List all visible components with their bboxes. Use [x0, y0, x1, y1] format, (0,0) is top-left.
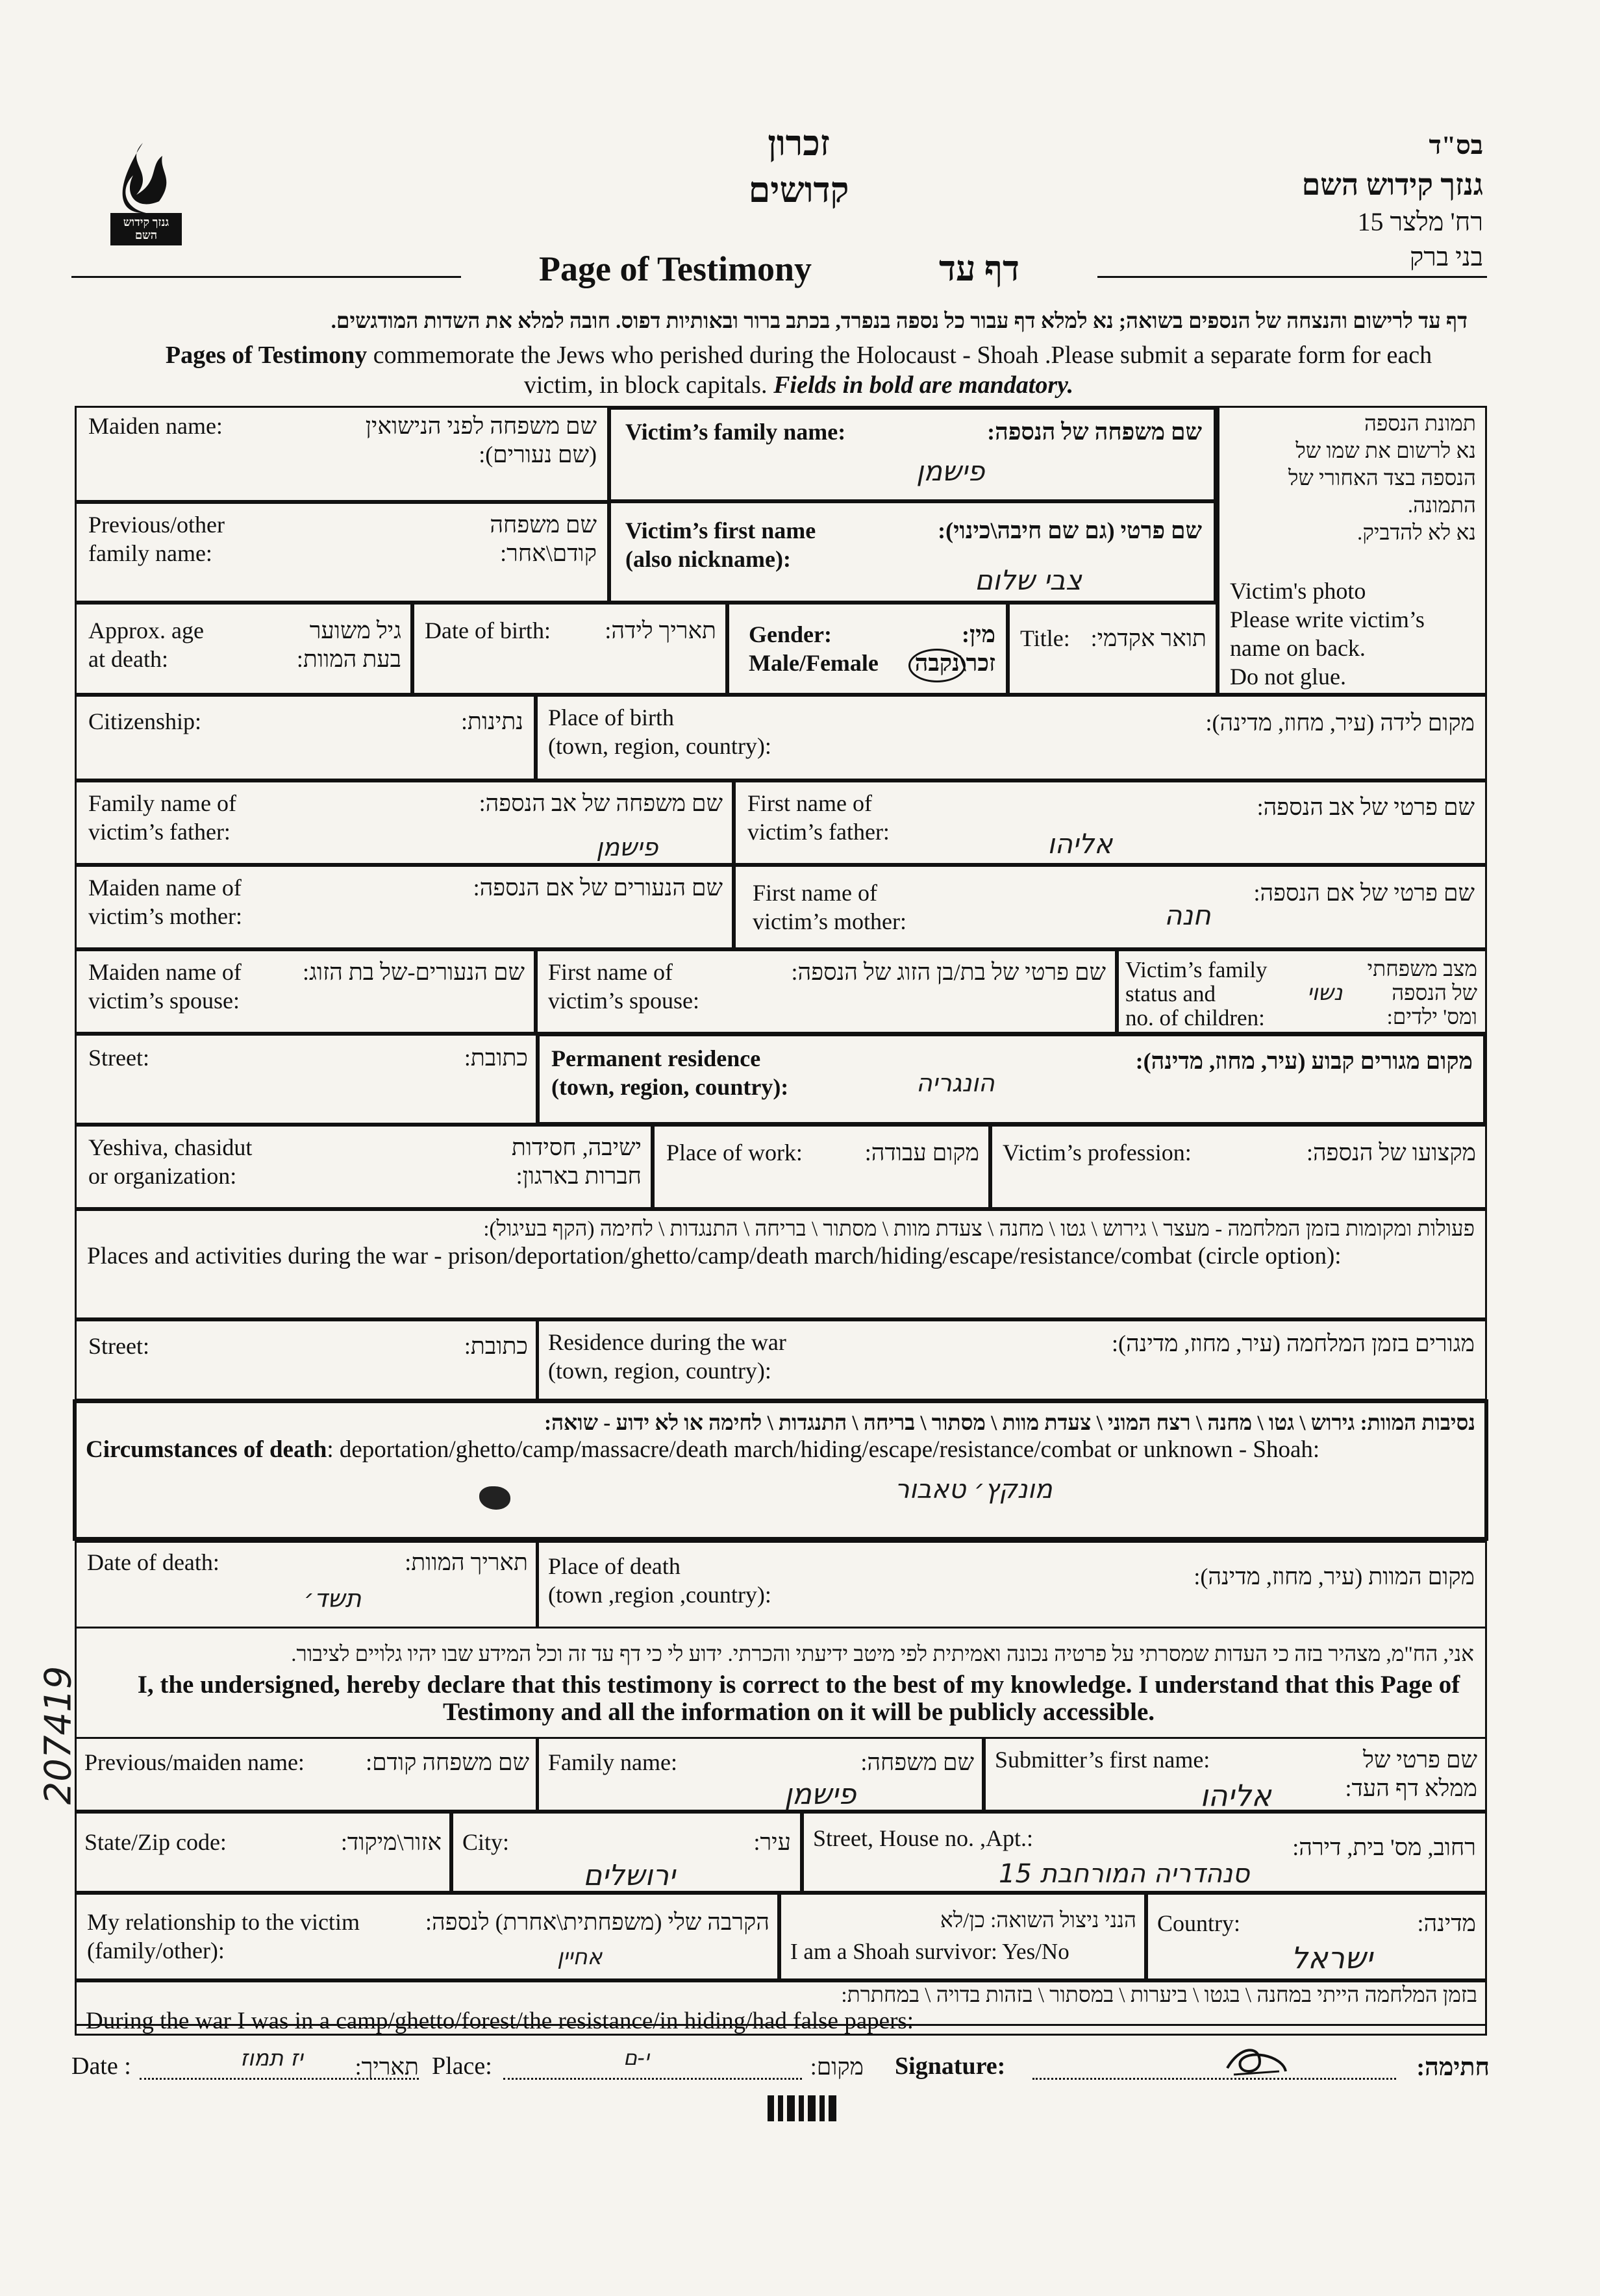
mother-maiden-name-field[interactable]: Maiden name of victim’s mother: שם הנעורים של אם הנספה:: [75, 865, 734, 949]
header-rule-left: [71, 276, 461, 278]
barcode-mark-icon: [766, 2092, 844, 2125]
intro-line1: Pages of Testimony commemorate the Jews who perished during the Holocaust - Shoah .Please submit a separate form for each: [165, 342, 1432, 369]
place-value: י-ם: [623, 2045, 649, 2070]
victim-photo-box[interactable]: תמונת הנספה נא לרשום את שמו של הנספה בצד האחורי של התמונה. נא לא להדביק. Victim's photo Please write victim’s name on back. Do not glue.: [1218, 406, 1487, 695]
war-residence-field[interactable]: Residence during the war (town, region, country): מגורים בזמן המלחמה (עיר, מחוז, מדינה):: [536, 1319, 1487, 1401]
street-field[interactable]: Street: כתובת:: [75, 1034, 539, 1125]
date-of-death-field[interactable]: Date of death: תאריך המוות: תשד׳: [75, 1541, 539, 1628]
date-of-birth-field[interactable]: Date of birth: תאריך לידה:: [412, 603, 727, 695]
father-family-name-field[interactable]: Family name of victim’s father: שם משפחה של אב הנספה: פישמן: [75, 780, 734, 865]
circumstances-of-death-field[interactable]: נסיבות המוות: גירוש \ גטו \ מחנה \ רצח המוני \ צעדת מוות \ מסתור \ בריחה \ התנגדות \ לחימה או לא ידוע - שואה: Circumstances of death: deportation/ghetto/camp/massacre/death march/hiding/escape/resistance/combat or unknown - Shoah: מונקץ׳ טאבור: [73, 1399, 1488, 1541]
country-field[interactable]: Country: מדינה: ישראל: [1146, 1893, 1487, 1980]
citizenship-field[interactable]: Citizenship: נתינות:: [75, 695, 536, 780]
survivor-field[interactable]: הנני ניצול השואה: כן/לא I am a Shoah survivor: Yes/No: [779, 1893, 1146, 1980]
street-address-value: סנהדריה המורחבת 15: [999, 1859, 1250, 1889]
date-of-death-value: תשד׳: [304, 1584, 362, 1613]
spouse-first-name-field[interactable]: First name of victim’s spouse: שם פרטי של בת/בן הזוג של הנספה:: [536, 949, 1117, 1034]
war-activities-field[interactable]: פעולות ומקומות בזמן המלחמה - מעצר \ גירוש \ גטו \ מחנה \ צעדת מוות \ מסתור \ בריחה \ התנגדות \ לחימה (הקף בעיגול): Places and activities during the war - prison/deportation/ghetto/camp/death march/hiding/escape/resistance/combat (circle option):: [75, 1209, 1487, 1319]
family-status-value: נשוי: [1307, 980, 1343, 1006]
place-of-birth-field[interactable]: Place of birth (town, region, country): מקום לידה (עיר, מחוז, מדינה):: [536, 695, 1487, 780]
header-rule-right: [1097, 276, 1487, 278]
side-number: 207419: [37, 1666, 80, 1805]
submitter-prev-name-field[interactable]: Previous/maiden name: שם משפחה קודם:: [75, 1737, 539, 1812]
age-at-death-field[interactable]: Approx. age at death: גיל משוער בעת המוות:: [75, 603, 412, 695]
war-street-field[interactable]: Street: כתובת:: [75, 1319, 539, 1401]
permanent-residence-field[interactable]: Permanent residence (town, region, country): מקום מגורים קבוע (עיר, מחוז, מדינה): הונגריה: [536, 1032, 1487, 1126]
country-value: ישראל: [1291, 1940, 1373, 1975]
profession-field[interactable]: Victim’s profession: מקצועו של הנספה:: [990, 1125, 1487, 1209]
father-family-name-value: פישמן: [596, 833, 658, 862]
title-he: דף עד: [939, 249, 1019, 288]
ink-scribble-mark: [479, 1486, 510, 1510]
city-field[interactable]: City: עיר: ירושלים: [451, 1812, 802, 1893]
victim-first-name-value: צבי שלום: [975, 564, 1082, 596]
place-of-work-field[interactable]: Place of work: מקום עבודה:: [653, 1125, 990, 1209]
mother-first-name-value: חנה: [1164, 899, 1211, 931]
signature-mark: [1221, 2042, 1292, 2081]
previous-family-name-field[interactable]: Previous/other family name: שם משפחה קודם\אחר:: [75, 502, 610, 603]
intro-hebrew: דף עד לרישום והנצחה של הנספים בשואה; נא למלא דף עבור כל נספה בנפרד, בכתב ברור ובאותיות דפוס. חובה למלא את השדות המודגשים.: [331, 310, 1468, 333]
submitter-first-name-field[interactable]: Submitter’s first name: שם פרטי של ממלא דף העד: אליהו: [984, 1737, 1487, 1812]
family-status-field[interactable]: Victim’s family status and no. of children: מצב משפחתי של הנספה ומס' ילדים: נשוי: [1117, 949, 1487, 1034]
submitter-family-name-field[interactable]: Family name: שם משפחה: פישמן: [536, 1737, 984, 1812]
victim-first-name-field[interactable]: Victim’s first name (also nickname): שם פרטי (גם שם חיבה\כינוי): צבי שלום: [607, 499, 1218, 605]
top-tag: בס"ד: [1429, 131, 1483, 160]
place-he-label: מקום:: [810, 2054, 864, 2080]
signature-line[interactable]: [1032, 2078, 1396, 2080]
declaration-he: אני, הח"מ, מצהיר בזה כי העדות שמסרתי על פרטיה נכונה ואמיתית לפי מיטב ידיעתי והכרתי. ידוע לי כי דף עד זה וכל המידע שבו יהיו גלויים לציבור.: [291, 1643, 1474, 1666]
signature-he-label: חתימה:: [1416, 2054, 1490, 2081]
signature-label: Signature:: [895, 2053, 1006, 2080]
org-name: גנזך קידוש השם: [1301, 168, 1483, 201]
place-of-death-field[interactable]: Place of death (town ,region ,country): מקום המוות (עיר, מחוז, מדינה):: [536, 1541, 1487, 1628]
spouse-maiden-name-field[interactable]: Maiden name of victim’s spouse: שם הנעורים-של בת הזוג:: [75, 949, 536, 1034]
submitter-family-name-value: פישמן: [784, 1778, 856, 1811]
father-first-name-field[interactable]: First name of victim’s father: שם פרטי של אב הנספה: אליהו: [734, 780, 1487, 865]
logo: [97, 136, 195, 253]
zikaron-line1: זכרון: [768, 124, 830, 163]
date-value: יז תמוז: [240, 2045, 303, 2071]
title-field[interactable]: Title: תואר אקדמי:: [1008, 603, 1218, 695]
victim-family-name-value: פישמן: [916, 455, 985, 487]
mother-first-name-field[interactable]: First name of victim’s mother: שם פרטי של אם הנספה: חנה: [734, 865, 1487, 949]
circumstances-value: מונקץ׳ טאבור: [895, 1475, 1053, 1504]
relationship-value: אחיין: [557, 1944, 603, 1970]
zip-code-field[interactable]: State/Zip code: אזור\מיקוד:: [75, 1812, 451, 1893]
relationship-field[interactable]: My relationship to the victim (family/other): הקרבה שלי (משפחתית\אחרת) לנספה: אחיין: [75, 1893, 779, 1980]
maiden-name-field[interactable]: Maiden name: שם משפחה לפני הנישואין (שם נעורים):: [75, 406, 610, 502]
logo-text: גנזך קידוש השם: [123, 216, 169, 242]
zikaron-line2: קדושים: [748, 171, 849, 210]
title-en: Page of Testimony: [539, 249, 812, 288]
during-war-field[interactable]: בזמן המלחמה הייתי במחנה \ בגטו \ ביערות \ במסתור \ בזהות בדויה \ במחתרת: During the war I was in a camp/ghetto/forest/the resistance/in hiding/had false papers:: [75, 1980, 1487, 2036]
declaration-en-line1: I, the undersigned, hereby declare that this testimony is correct to the best of my knowledge. I understand that this Page of: [137, 1671, 1460, 1699]
yeshiva-field[interactable]: Yeshiva, chasidut or organization: ישיבה, חסידות חברות בארגון:: [75, 1125, 653, 1209]
declaration-en-line2: Testimony and all the information on it will be publicly accessible.: [442, 1698, 1155, 1726]
gender-field[interactable]: Gender: Male/Female מין: זכר\נקבה: [727, 603, 1008, 695]
place-label: Place:: [432, 2053, 492, 2080]
street-address-field[interactable]: Street, House no. ,Apt.: רחוב, מס' בית, דירה: סנהדריה המורחבת 15: [802, 1812, 1487, 1893]
permanent-residence-value: הונגריה: [916, 1069, 995, 1097]
male-circled-mark: [908, 649, 966, 682]
city-value: ירושלים: [583, 1859, 675, 1892]
submitter-first-name-value: אליהו: [1200, 1778, 1271, 1813]
org-street: רח' מלצר 15: [1357, 207, 1483, 236]
victim-family-name-field[interactable]: Victim’s family name: שם משפחה של הנספה: פישמן: [607, 406, 1218, 503]
intro-line2: victim, in block capitals. Fields in bold are mandatory.: [523, 371, 1074, 399]
org-city: בני ברק: [1409, 242, 1483, 271]
date-label: Date :: [71, 2053, 131, 2080]
date-he-label: תאריך:: [355, 2054, 419, 2080]
father-first-name-value: אליהו: [1047, 828, 1113, 860]
